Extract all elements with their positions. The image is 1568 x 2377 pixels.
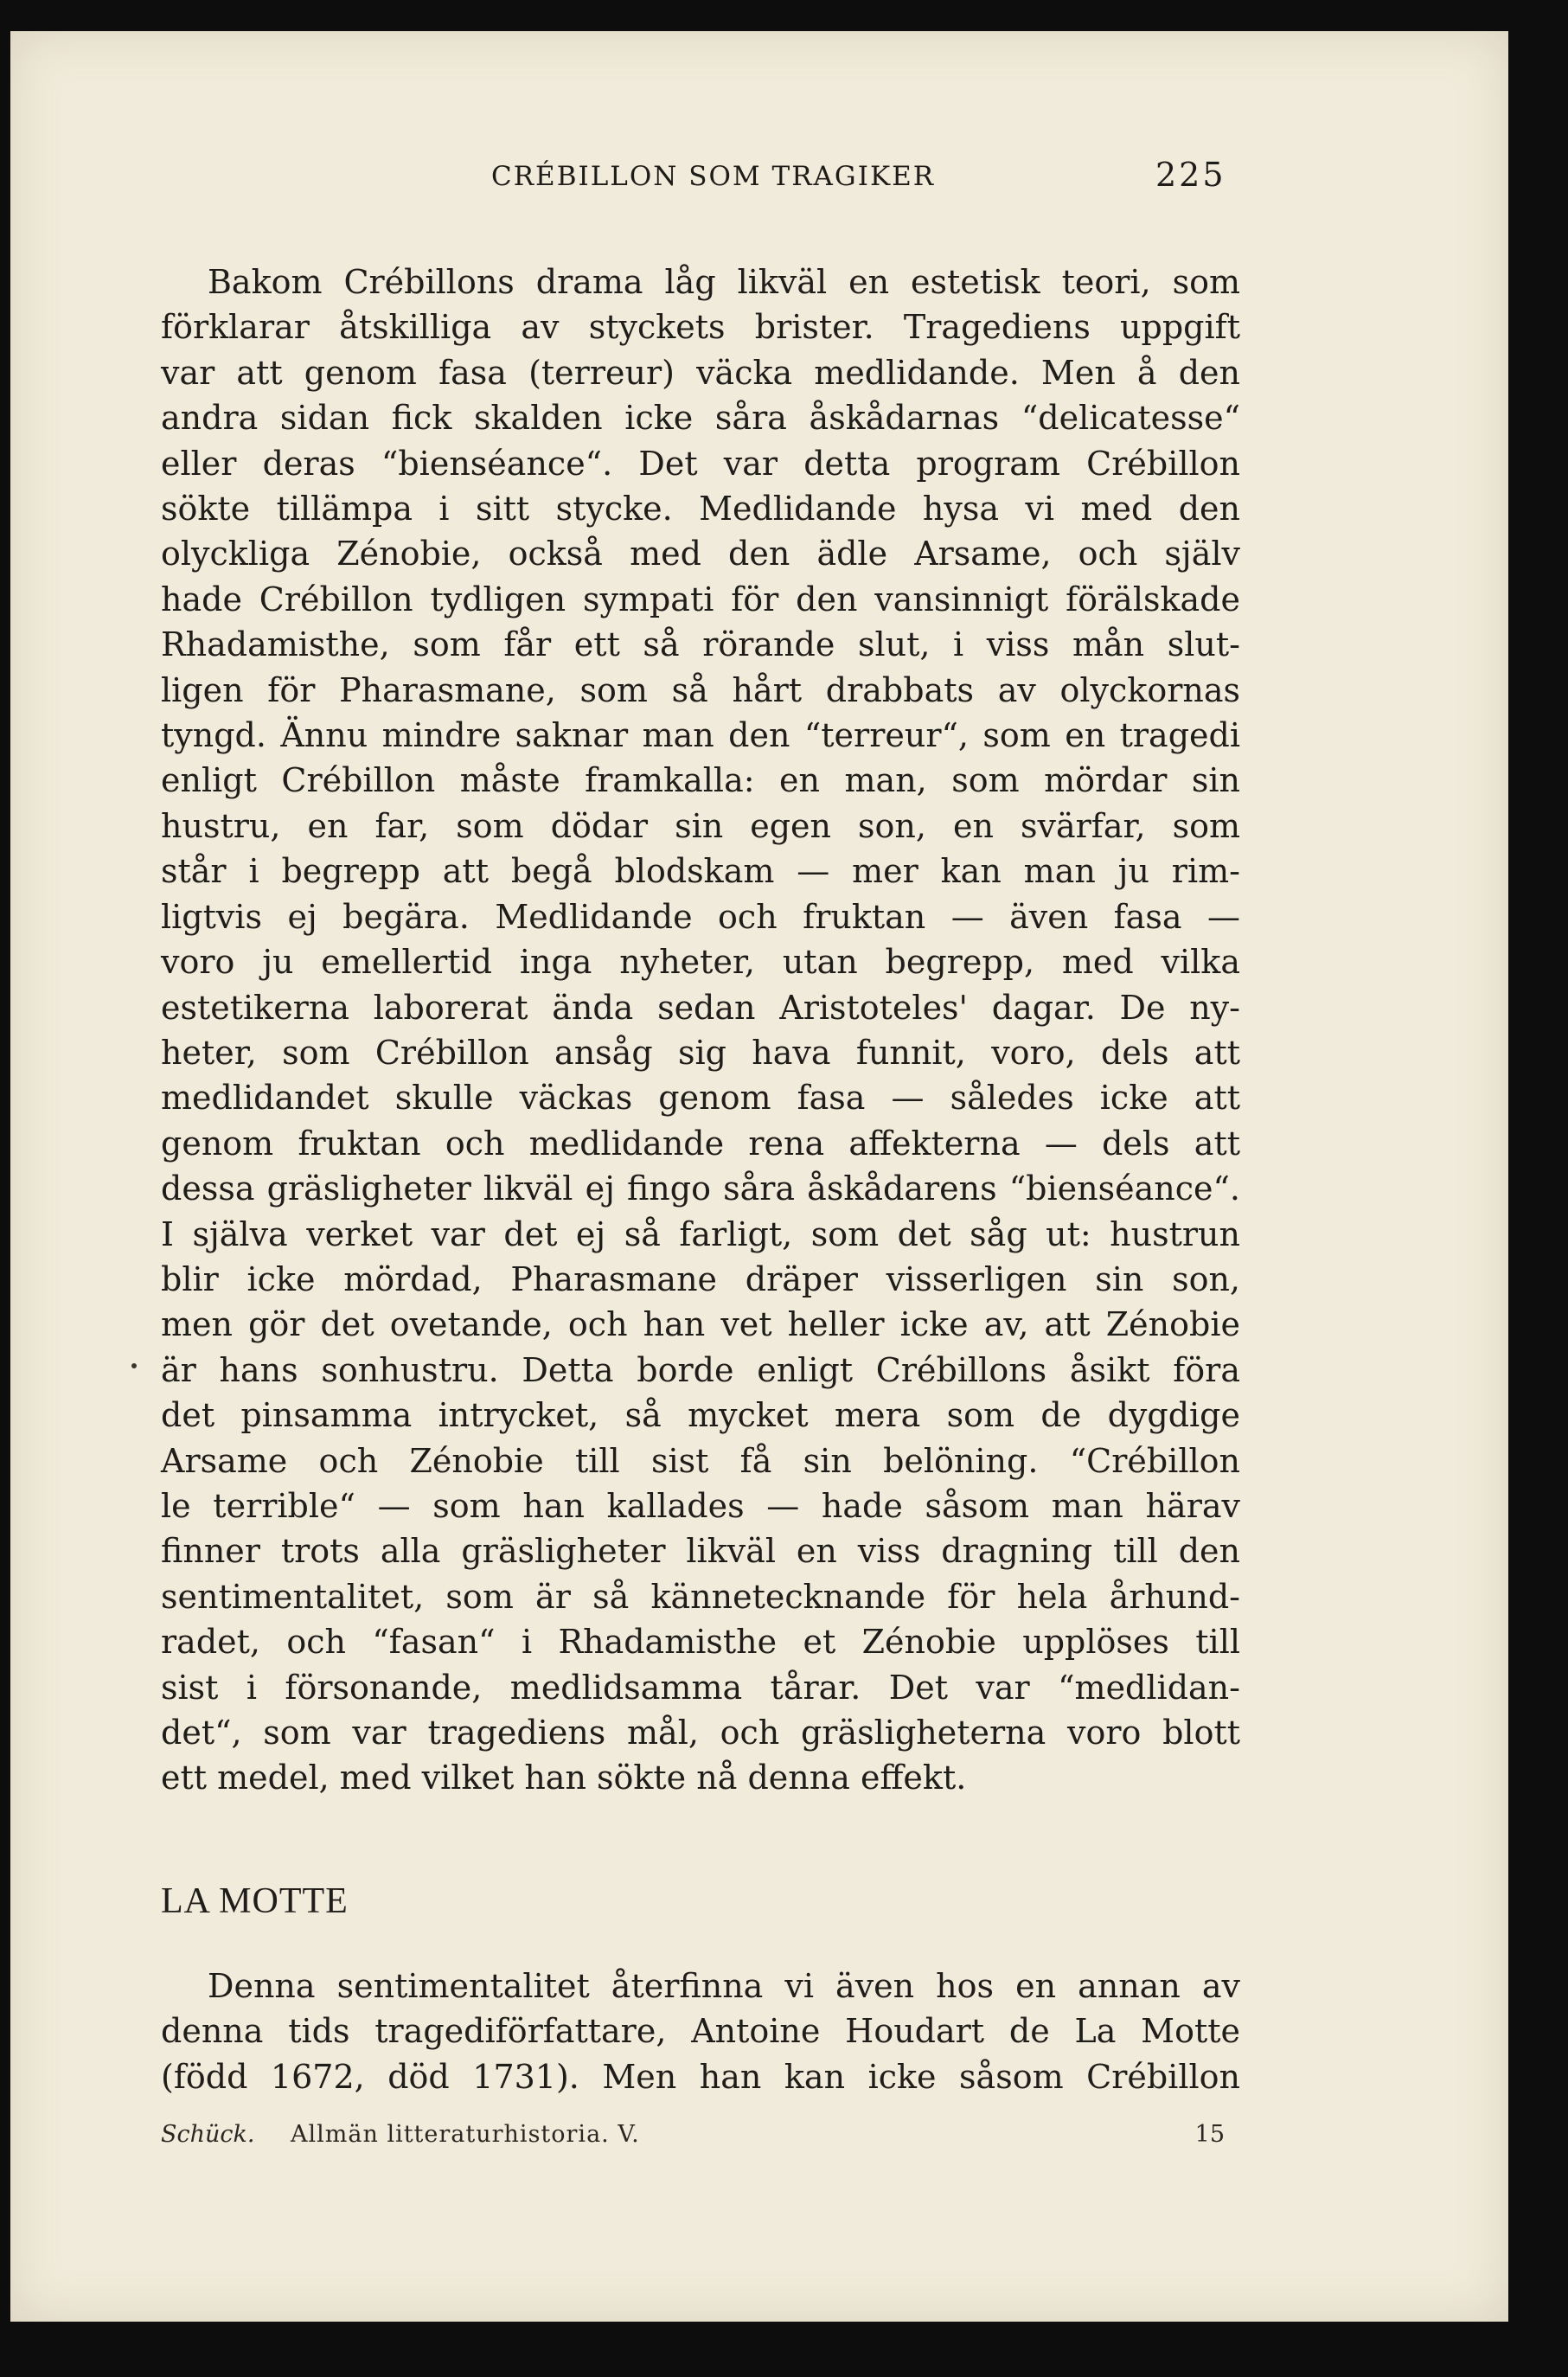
text-line: genom fruktan och medlidande rena affekterna — dels att — [161, 1124, 1240, 1163]
text-line: är hans sonhustru. Detta borde enligt Crébillons åsikt föra — [161, 1350, 1240, 1389]
text-line: voro ju emellertid inga nyheter, utan begrepp, med vilka — [161, 943, 1240, 982]
text-line: ligtvis ej begära. Medlidande och fruktan — även fasa — — [161, 897, 1240, 936]
footer-signature-mark: 15 — [1194, 2121, 1225, 2148]
text-line: Bakom Crébillons drama låg likväl en estetisk teori, som — [208, 263, 1240, 301]
text-line: sökte tillämpa i sitt stycke. Medlidande hysa vi med den — [161, 490, 1240, 529]
text-line: Rhadamisthe, som får ett så rörande slut, i viss mån slut- — [161, 625, 1240, 664]
text-line: radet, och “fasan“ i Rhadamisthe et Zénobie upplöses till — [161, 1623, 1240, 1662]
text-line: (född 1672, död 1731). Men han kan icke såsom Crébillon — [161, 2057, 1240, 2096]
section-heading: LA MOTTE — [161, 1881, 349, 1921]
page-number: 225 — [1155, 156, 1226, 194]
text-line: förklarar åtskilliga av styckets brister. Tragediens uppgift — [161, 308, 1240, 347]
page-footer — [161, 2121, 1225, 2156]
footer-book-title: Allmän litteraturhistoria. V. — [291, 2121, 640, 2148]
text-line: I själva verket var det ej så farligt, som det såg ut: hustrun — [161, 1214, 1240, 1253]
text-line: ligen för Pharasmane, som så hårt drabbats av olyckornas — [161, 670, 1240, 709]
text-line: var att genom fasa (terreur) väcka medlidande. Men å den — [161, 353, 1240, 392]
text-line: heter, som Crébillon ansåg sig hava funnit, voro, dels att — [161, 1033, 1240, 1072]
paragraph-2 — [161, 1964, 1240, 2099]
text-line: Denna sentimentalitet återfinna vi även hos en annan av — [208, 1967, 1240, 2005]
text-line: medlidandet skulle väckas genom fasa — således icke att — [161, 1079, 1240, 1118]
text-line: eller deras “bienséance“. Det var detta program Crébillon — [161, 444, 1240, 483]
text-line: hade Crébillon tydligen sympati för den vansinnigt förälskade — [161, 580, 1240, 618]
text-line: ett medel, med vilket han sökte nå denna effekt. — [161, 1759, 967, 1797]
text-line: hustru, en far, som dödar sin egen son, en svärfar, som — [161, 806, 1240, 845]
running-head — [10, 156, 1508, 213]
text-line: denna tids tragediförfattare, Antoine Houdart de La Motte — [161, 2012, 1240, 2051]
book-page — [10, 31, 1508, 2322]
text-line: sentimentalitet, som är så kännetecknande för hela århund- — [161, 1577, 1240, 1616]
text-line: estetikerna laborerat ända sedan Aristoteles' dagar. De ny- — [161, 988, 1240, 1027]
paragraph-1 — [161, 259, 1240, 1801]
footer-author: Schück. — [161, 2121, 255, 2148]
paper-speck-icon — [131, 1363, 137, 1368]
text-line: men gör det ovetande, och han vet heller icke av, att Zénobie — [161, 1305, 1240, 1344]
text-line: tyngd. Ännu mindre saknar man den “terreur“, som en tragedi — [161, 716, 1240, 755]
text-line: olyckliga Zénobie, också med den ädle Arsame, och själv — [161, 535, 1240, 573]
text-line: finner trots alla gräsligheter likväl en viss dragning till den — [161, 1532, 1240, 1571]
text-line: det pinsamma intrycket, så mycket mera som de dygdige — [161, 1396, 1240, 1435]
text-line: enligt Crébillon måste framkalla: en man, som mördar sin — [161, 761, 1240, 800]
text-line: det“, som var tragediens mål, och gräsligheterna voro blott — [161, 1714, 1240, 1752]
text-line: blir icke mördad, Pharasmane dräper visserligen sin son, — [161, 1259, 1240, 1298]
text-line: le terrible“ — som han kallades — hade såsom man härav — [161, 1486, 1240, 1525]
text-line: andra sidan fick skalden icke såra åskådarnas “delicatesse“ — [161, 399, 1240, 438]
text-line: dessa gräsligheter likväl ej fingo såra åskådarens “bienséance“. — [161, 1169, 1240, 1208]
text-line: sist i försonande, medlidsamma tårar. Det var “medlidan- — [161, 1668, 1240, 1707]
text-line: Arsame och Zénobie till sist få sin belöning. “Crébillon — [161, 1441, 1240, 1480]
running-head-title: CRÉBILLON SOM TRAGIKER — [491, 161, 936, 192]
text-line: står i begrepp att begå blodskam — mer kan man ju rim- — [161, 852, 1240, 891]
